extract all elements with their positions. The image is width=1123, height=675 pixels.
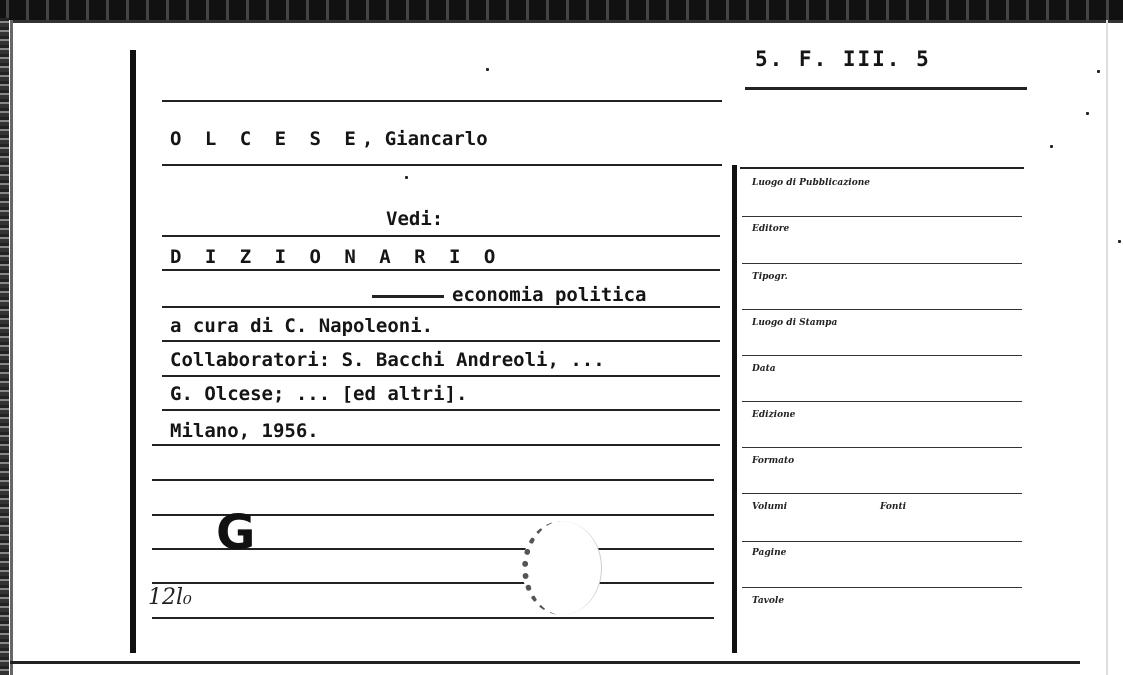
ruled-line <box>162 306 720 308</box>
ruled-line <box>162 340 720 342</box>
series-title: D I Z I O N A R I O <box>170 246 502 268</box>
scan-bottom-border <box>10 661 1080 664</box>
scan-left-border <box>10 20 13 675</box>
subject-title: economia politica <box>452 284 647 306</box>
ruled-line <box>152 479 714 481</box>
author-surname: O L C E S E <box>170 128 362 150</box>
form-field-label: Data <box>752 364 776 374</box>
call-number: 5. F. III. 5 <box>755 47 931 71</box>
scan-speck <box>1097 70 1100 73</box>
form-field-label: Editore <box>752 224 790 234</box>
form-field-label: Volumi <box>752 502 788 512</box>
subject-dash <box>372 295 444 298</box>
form-panel-top-rule <box>740 167 1024 169</box>
description-line: Milano, 1956. <box>170 420 319 442</box>
form-field-label: Tavole <box>752 596 785 606</box>
form-field-rule <box>742 541 1022 542</box>
scan-speck <box>1118 240 1121 243</box>
ruled-line <box>162 409 720 411</box>
call-number-rule <box>745 87 1027 90</box>
author-given-name: , Giancarlo <box>361 128 488 150</box>
punched-hole <box>522 521 602 615</box>
form-field-rule <box>742 587 1022 588</box>
ruled-line <box>162 100 722 102</box>
scan-speck <box>1050 145 1053 148</box>
handwritten-note: 12l₀ <box>148 585 192 610</box>
form-field-label: Fonti <box>880 502 907 512</box>
scan-speck <box>486 68 489 71</box>
form-field-label: Luogo di Stampa <box>752 318 838 328</box>
form-field-rule <box>742 216 1022 217</box>
ruled-line <box>162 164 722 166</box>
form-field-label: Pagine <box>752 548 787 558</box>
ruled-line <box>152 582 714 584</box>
ruled-line <box>162 375 720 377</box>
form-field-rule <box>742 493 1022 494</box>
form-field-label: Tipogr. <box>752 272 788 282</box>
form-field-rule <box>742 447 1022 448</box>
scan-left-edge <box>0 18 9 675</box>
description-line: a cura di C. Napoleoni. <box>170 315 434 337</box>
form-field-rule <box>742 401 1022 402</box>
form-field-rule <box>742 309 1022 310</box>
stamp-letter: G <box>216 505 256 561</box>
ruled-line <box>152 444 720 446</box>
form-field-rule <box>742 263 1022 264</box>
form-field-rule <box>742 355 1022 356</box>
description-line: Collaboratori: S. Bacchi Andreoli, ... <box>170 349 605 371</box>
scan-right-border <box>1106 20 1108 675</box>
form-field-label: Formato <box>752 456 795 466</box>
form-panel-divider <box>732 165 737 653</box>
form-field-label: Luogo di Pubblicazione <box>752 178 870 188</box>
scan-top-edge <box>0 0 1123 20</box>
scan-top-border <box>10 20 1123 23</box>
see-reference-label: Vedi: <box>386 208 444 230</box>
card-left-margin-bar <box>130 50 136 653</box>
ruled-line <box>152 617 714 619</box>
ruled-line <box>162 269 720 271</box>
description-line: G. Olcese; ... [ed altri]. <box>170 383 468 405</box>
scan-speck <box>405 176 408 179</box>
ruled-line <box>162 235 720 237</box>
author-heading <box>170 128 488 150</box>
scan-speck <box>1086 112 1089 115</box>
form-field-label: Edizione <box>752 410 796 420</box>
